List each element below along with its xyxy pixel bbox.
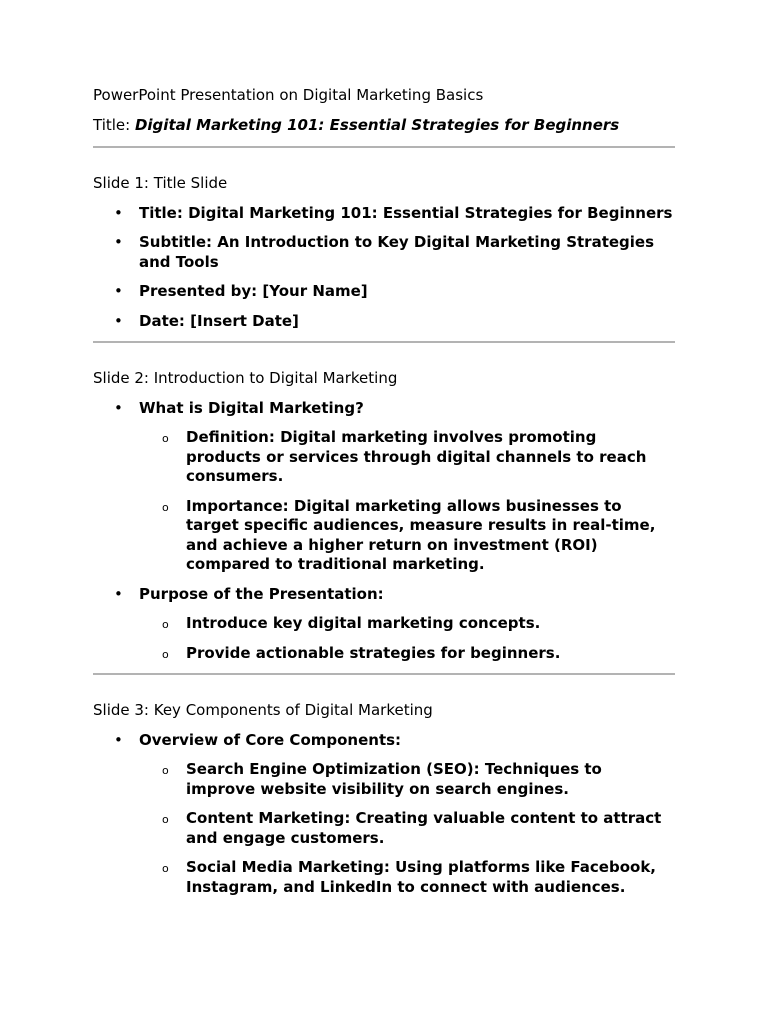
sub-list-item-text: Search Engine Optimization (SEO): Techniques to improve website visibility on search engines. bbox=[186, 760, 602, 798]
slide-1-list bbox=[93, 204, 675, 332]
list-item bbox=[93, 731, 675, 898]
bullet-icon: • bbox=[114, 584, 123, 603]
sub-list-item-text: Definition: Digital marketing involves promoting products or services through digital channels to reach consumers. bbox=[186, 428, 647, 485]
circle-bullet-icon: o bbox=[162, 432, 169, 445]
document-title-line bbox=[93, 116, 675, 136]
sub-list-item bbox=[139, 497, 675, 575]
circle-bullet-icon: o bbox=[162, 862, 169, 875]
sub-list-item-text: Content Marketing: Creating valuable content to attract and engage customers. bbox=[186, 809, 662, 847]
bullet-icon: • bbox=[114, 398, 123, 417]
bullet-icon: • bbox=[114, 233, 123, 251]
list-item-text: Subtitle: An Introduction to Key Digital Marketing Strategies and Tools bbox=[139, 233, 655, 271]
bullet-icon: • bbox=[114, 311, 123, 330]
list-item-text: Date: [Insert Date] bbox=[139, 311, 299, 330]
list-item bbox=[93, 399, 675, 575]
document-title-value: Digital Marketing 101: Essential Strategies for Beginners bbox=[134, 115, 620, 134]
slide-3-heading: Slide 3: Key Components of Digital Marketing bbox=[93, 701, 433, 719]
sub-list-item-text: Social Media Marketing: Using platforms like Facebook, Instagram, and LinkedIn to connect with audiences. bbox=[186, 858, 656, 896]
document-content bbox=[93, 86, 675, 907]
circle-bullet-icon: o bbox=[162, 618, 169, 631]
sub-list-item-text: Introduce key digital marketing concepts. bbox=[186, 614, 541, 632]
section-divider bbox=[93, 341, 675, 343]
sub-list-item bbox=[139, 428, 675, 487]
slide-1-heading: Slide 1: Title Slide bbox=[93, 174, 228, 192]
sub-list-item bbox=[139, 809, 675, 848]
list-item bbox=[93, 312, 675, 332]
bullet-icon: • bbox=[114, 282, 123, 300]
circle-bullet-icon: o bbox=[162, 500, 169, 514]
circle-bullet-icon: o bbox=[162, 813, 169, 826]
list-item bbox=[93, 204, 675, 224]
sub-list bbox=[139, 428, 675, 575]
slide-3-section bbox=[93, 701, 675, 897]
sub-list-item bbox=[139, 644, 675, 664]
sub-list bbox=[139, 760, 675, 897]
section-divider bbox=[93, 146, 675, 148]
bullet-icon: • bbox=[114, 730, 123, 749]
slide-2-heading: Slide 2: Introduction to Digital Marketing bbox=[93, 369, 398, 387]
circle-bullet-icon: o bbox=[162, 647, 169, 661]
list-item-text: What is Digital Marketing? bbox=[139, 398, 364, 417]
document-title-prefix: Title: bbox=[93, 115, 135, 134]
list-item-text: Title: Digital Marketing 101: Essential Strategies for Beginners bbox=[139, 203, 673, 222]
circle-bullet-icon: o bbox=[162, 764, 169, 777]
list-item bbox=[93, 282, 675, 302]
sub-list-item bbox=[139, 760, 675, 799]
sub-list-item-text: Provide actionable strategies for beginners. bbox=[186, 643, 561, 662]
slide-1-section bbox=[93, 174, 675, 331]
list-item-text: Overview of Core Components: bbox=[139, 730, 402, 749]
list-item-text: Purpose of the Presentation: bbox=[139, 584, 384, 603]
list-item-text: Presented by: [Your Name] bbox=[139, 282, 368, 300]
slide-2-list bbox=[93, 399, 675, 664]
sub-list-item bbox=[139, 858, 675, 897]
sub-list bbox=[139, 614, 675, 663]
document-heading: PowerPoint Presentation on Digital Marketing Basics bbox=[93, 86, 484, 104]
bullet-icon: • bbox=[114, 203, 123, 222]
list-item bbox=[93, 585, 675, 664]
section-divider bbox=[93, 673, 675, 675]
sub-list-item bbox=[139, 614, 675, 634]
list-item bbox=[93, 233, 675, 272]
slide-2-section bbox=[93, 369, 675, 663]
sub-list-item-text: Importance: Digital marketing allows businesses to target specific audiences, measure results in real-time, and achieve a higher return on investment (ROI) compared to traditional marketing. bbox=[186, 496, 656, 573]
slide-3-list bbox=[93, 731, 675, 898]
